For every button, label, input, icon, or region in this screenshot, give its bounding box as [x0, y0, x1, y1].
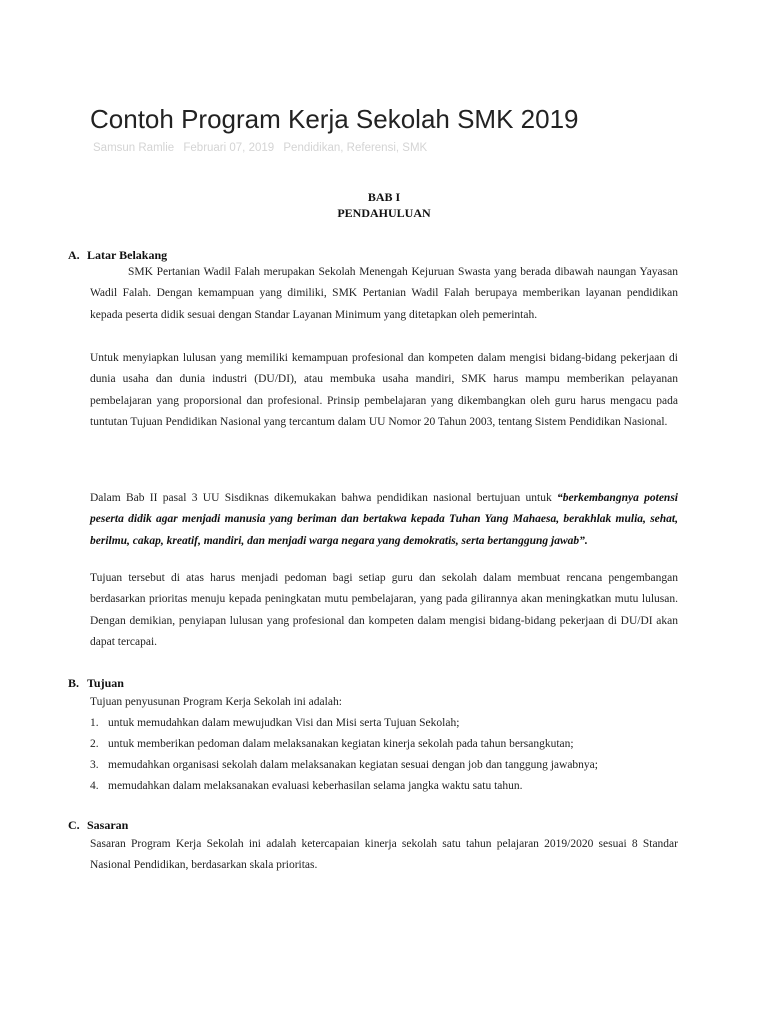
section-letter: B. [68, 676, 80, 690]
section-letter: C. [68, 818, 80, 832]
list-item: 1. untuk memudahkan dalam mewujudkan Visi dan Misi serta Tujuan Sekolah; [90, 717, 460, 729]
section-heading-b [68, 676, 124, 691]
paragraph: Tujuan tersebut di atas harus menjadi pedoman bagi setiap guru dan sekolah dalam membuat rencana pengembangan berdasarkan prioritas menuju kepada peningkatan mutu pembelajaran, yang pada gilirannya akan meningkatkan mutu lulusan. Dengan demikian, penyiapan lulusan yang profesional dan kompeten dalam mengisi bidang-bidang pekerjaan di DU/DI akan dapat tercapai. [90, 572, 678, 648]
quote-emphasis: “berkembangnya potensi peserta didik agar menjadi manusia yang beriman dan bertakwa kepada Tuhan Yang Mahaesa, berakhlak mulia, sehat, berilmu, cakap, kreatif, mandiri, dan menjadi warga negara yang demokratis, serta bertanggung jawab”. [90, 492, 679, 547]
section-title: Tujuan [87, 676, 124, 690]
post-date: Februari 07, 2019 [183, 142, 275, 154]
category-links[interactable]: Pendidikan, Referensi, SMK [283, 142, 428, 154]
chapter-number: BAB I [367, 190, 401, 204]
chapter-title: PENDAHULUAN [337, 206, 431, 220]
paragraph [90, 488, 678, 552]
page-title: Contoh Program Kerja Sekolah SMK 2019 [90, 104, 579, 134]
author-link[interactable]: Samsun Ramlie [93, 142, 175, 154]
list-item: 4. memudahkan dalam melaksanakan evaluasi keberhasilan selama jangka waktu satu tahun. [90, 780, 523, 792]
section-heading-a [68, 248, 167, 263]
paragraph: Untuk menyiapkan lulusan yang memiliki kemampuan profesional dan kompeten dalam mengisi bidang-bidang pekerjaan di dunia usaha dan dunia industri (DU/DI), atau membuka usaha mandiri, SMK harus mampu memberikan pelayanan pembelajaran yang proporsional dan profesional. Prinsip pembelajaran yang dikembangkan oleh guru harus mengacu pada tuntutan Tujuan Pendidikan Nasional yang tercantum dalam UU Nomor 20 Tahun 2003, tentang Sistem Pendidikan Nasional. [90, 352, 678, 428]
section-heading-c [68, 818, 128, 833]
post-meta [93, 142, 433, 154]
section-letter: A. [68, 248, 80, 262]
paragraph: SMK Pertanian Wadil Falah merupakan Sekolah Menengah Kejuruan Swasta yang berada dibawah naungan Yayasan Wadil Falah. Dengan kemampuan yang dimiliki, SMK Pertanian Wadil Falah berupaya memberikan layanan pendidikan kepada peserta didik sesuai dengan Standar Layanan Minimum yang ditetapkan oleh pemerintah. [90, 266, 678, 321]
section-title: Latar Belakang [87, 248, 168, 262]
paragraph-lead: Dalam Bab II pasal 3 UU Sisdiknas dikemukakan bahwa pendidikan nasional bertujuan untuk [90, 492, 558, 504]
list-item: 3. memudahkan organisasi sekolah dalam melaksanakan kegiatan sesuai dengan job dan tanggung jawabnya; [90, 759, 598, 771]
paragraph: Sasaran Program Kerja Sekolah ini adalah ketercapaian kinerja sekolah satu tahun pelajaran 2019/2020 sesuai 8 Standar Nasional Pendidikan, berdasarkan skala prioritas. [90, 838, 678, 872]
list-intro: Tujuan penyusunan Program Kerja Sekolah ini adalah: [90, 696, 342, 708]
list-item: 2. untuk memberikan pedoman dalam melaksanakan kegiatan kinerja sekolah pada tahun bersangkutan; [90, 738, 574, 750]
section-title: Sasaran [87, 818, 129, 832]
